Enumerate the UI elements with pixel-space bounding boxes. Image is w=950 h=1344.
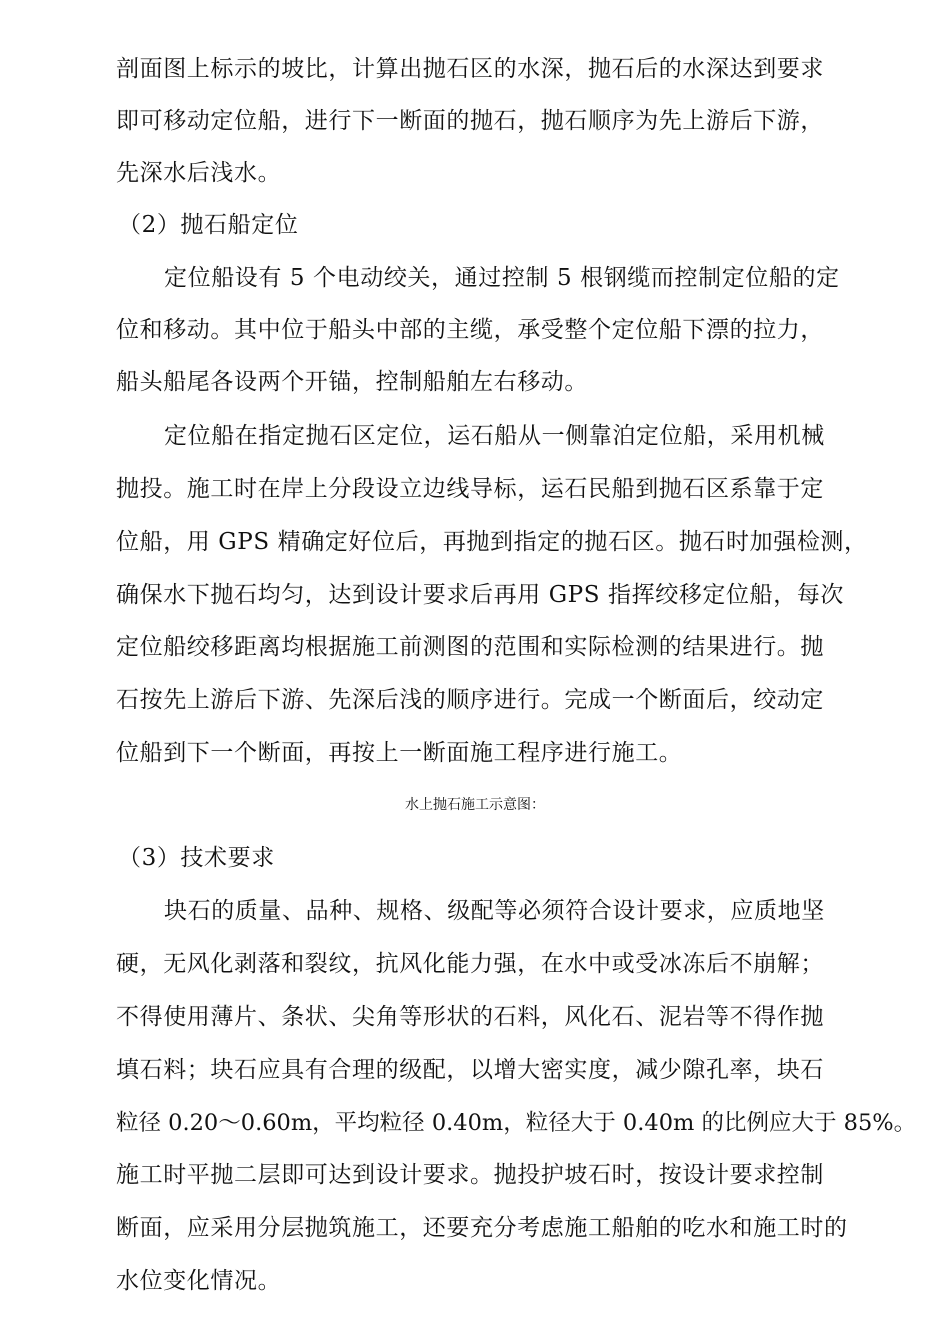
paragraph-line: 定位船绞移距离均根据施工前测图的范围和实际检测的结果进行。抛: [116, 634, 824, 660]
paragraph-line: 粒径 0.20～0.60m，平均粒径 0.40m，粒径大于 0.40m 的比例应大于 85%。: [116, 1110, 917, 1136]
paragraph-line: 不得使用薄片、条状、尖角等形状的石料，风化石、泥岩等不得作抛: [116, 1004, 824, 1030]
paragraph-line: 块石的质量、品种、规格、级配等必须符合设计要求，应质地坚: [164, 898, 825, 924]
section-heading: （2）抛石船定位: [118, 212, 299, 238]
paragraph-line: 定位船设有 5 个电动绞关，通过控制 5 根钢缆而控制定位船的定: [164, 265, 840, 291]
paragraph-line: 位和移动。其中位于船头中部的主缆，承受整个定位船下漂的拉力，: [116, 317, 824, 343]
paragraph-line: 即可移动定位船，进行下一断面的抛石，抛石顺序为先上游后下游，: [116, 108, 824, 134]
paragraph-line: 填石料；块石应具有合理的级配，以增大密实度，减少隙孔率，块石: [116, 1057, 824, 1083]
paragraph-line: 位船到下一个断面，再按上一断面施工程序进行施工。: [116, 740, 683, 766]
paragraph-line: 石按先上游后下游、先深后浅的顺序进行。完成一个断面后，绞动定: [116, 687, 824, 713]
paragraph-line: 船头船尾各设两个开锚，控制船舶左右移动。: [116, 369, 588, 395]
paragraph-line: 定位船在指定抛石区定位，运石船从一侧靠泊定位船，采用机械: [164, 423, 825, 449]
figure-caption: 水上抛石施工示意图：: [405, 797, 545, 813]
paragraph-line: 确保水下抛石均匀，达到设计要求后再用 GPS 指挥绞移定位船，每次: [116, 582, 845, 608]
paragraph-line: 先深水后浅水。: [116, 160, 282, 186]
paragraph-line: 抛投。施工时在岸上分段设立边线导标，运石民船到抛石区系靠于定: [116, 476, 824, 502]
paragraph-line: 水位变化情况。: [116, 1268, 282, 1294]
paragraph-line: 断面，应采用分层抛筑施工，还要充分考虑施工船舶的吃水和施工时的: [116, 1215, 848, 1241]
paragraph-line: 硬，无风化剥落和裂纹，抗风化能力强，在水中或受冰冻后不崩解；: [116, 951, 824, 977]
paragraph-line: 施工时平抛二层即可达到设计要求。抛投护坡石时，按设计要求控制: [116, 1162, 824, 1188]
paragraph-line: 位船，用 GPS 精确定好位后，再抛到指定的抛石区。抛石时加强检测，: [116, 529, 868, 555]
section-heading: （3）技术要求: [118, 845, 275, 871]
paragraph-line: 剖面图上标示的坡比，计算出抛石区的水深，抛石后的水深达到要求: [116, 56, 824, 82]
